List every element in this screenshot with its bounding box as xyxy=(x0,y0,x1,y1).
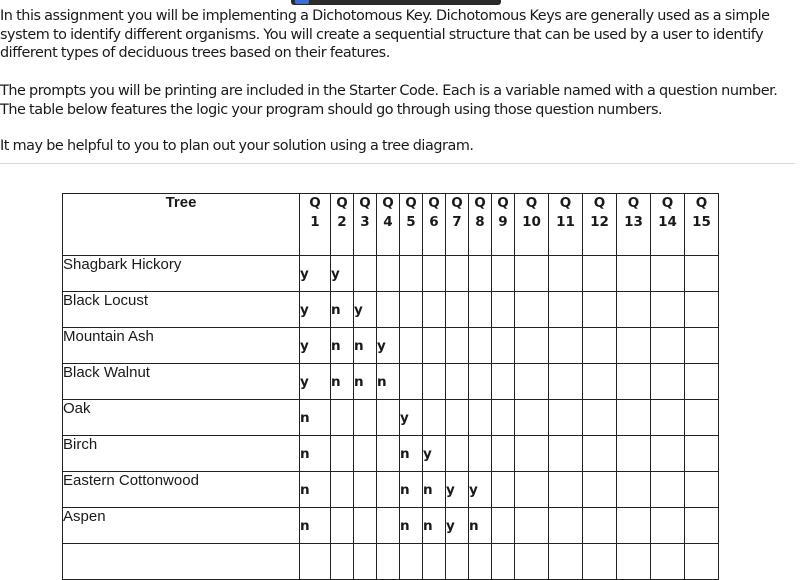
table-row xyxy=(63,436,719,472)
answer-cell-q9 xyxy=(492,472,515,508)
answer-cell-q10 xyxy=(515,364,549,400)
tab-indicator xyxy=(295,0,309,4)
question-header-text: 4 xyxy=(383,214,393,230)
question-header-text: 7 xyxy=(452,214,462,230)
question-header-4 xyxy=(377,194,400,256)
answer-cell-q3 xyxy=(354,508,377,544)
answer-cell-q10 xyxy=(515,544,549,580)
answer-cell-q14 xyxy=(651,328,685,364)
table-header-row xyxy=(63,194,719,256)
intro-paragraph-1: In this assignment you will be implementing a Dichotomous Key. Dichotomous Keys are generally used as a simple system to identify different organisms. You will create a sequential structure that can be used by a user to identify different types of deciduous trees based on their features. xyxy=(0,8,770,61)
answer-cell-q5: n xyxy=(400,508,423,544)
question-header-text: 10 xyxy=(522,214,541,230)
answer-cell-q2 xyxy=(331,400,354,436)
answer-cell-q11 xyxy=(549,508,583,544)
table-row xyxy=(63,544,719,580)
dichotomous-key-table xyxy=(62,193,719,580)
answer-cell-q14 xyxy=(651,544,685,580)
answer-cell-q11 xyxy=(549,328,583,364)
answer-cell-q8 xyxy=(469,256,492,292)
answer-cell-q3 xyxy=(354,544,377,580)
answer-cell-q10 xyxy=(515,328,549,364)
answer-cell-q15 xyxy=(685,508,719,544)
answer-cell-q13 xyxy=(617,256,651,292)
answer-cell-q15 xyxy=(685,328,719,364)
intro-paragraph-3: It may be helpful to you to plan out your solution using a tree diagram. xyxy=(0,138,474,154)
answer-cell-q12 xyxy=(583,364,617,400)
answer-cell-q6 xyxy=(423,328,446,364)
answer-cell-q11 xyxy=(549,400,583,436)
answer-cell-q9 xyxy=(492,328,515,364)
answer-cell-q3 xyxy=(354,256,377,292)
answer-cell-q12 xyxy=(583,256,617,292)
answer-cell-q6: n xyxy=(423,472,446,508)
answer-cell-q11 xyxy=(549,256,583,292)
answer-cell-q7 xyxy=(446,364,469,400)
question-header-15 xyxy=(685,194,719,256)
answer-cell-q12 xyxy=(583,472,617,508)
answer-cell-q12 xyxy=(583,508,617,544)
answer-cell-q3: n xyxy=(354,328,377,364)
answer-cell-q12 xyxy=(583,328,617,364)
answer-cell-q6 xyxy=(423,400,446,436)
answer-cell-q7 xyxy=(446,400,469,436)
answer-cell-q8: y xyxy=(469,472,492,508)
answer-cell-q10 xyxy=(515,508,549,544)
answer-cell-q13 xyxy=(617,436,651,472)
question-header-text: Q xyxy=(336,195,348,211)
tree-name: Oak xyxy=(63,400,300,436)
table-row xyxy=(63,328,719,364)
answer-cell-q9 xyxy=(492,364,515,400)
answer-cell-q7 xyxy=(446,292,469,328)
answer-cell-q2: y xyxy=(331,256,354,292)
question-header-9 xyxy=(492,194,515,256)
answer-cell-q11 xyxy=(549,292,583,328)
window-top-bar xyxy=(291,0,501,5)
answer-cell-q14 xyxy=(651,292,685,328)
answer-cell-q1: y xyxy=(300,364,331,400)
answer-cell-q1: y xyxy=(300,328,331,364)
answer-cell-q5: n xyxy=(400,472,423,508)
tree-name: Aspen xyxy=(63,508,300,544)
answer-cell-q15 xyxy=(685,364,719,400)
answer-cell-q8 xyxy=(469,328,492,364)
question-header-text: Q xyxy=(474,195,486,211)
answer-cell-q13 xyxy=(617,400,651,436)
question-header-text: 6 xyxy=(429,214,439,230)
answer-cell-q5 xyxy=(400,256,423,292)
answer-cell-q12 xyxy=(583,400,617,436)
question-header-text: Q xyxy=(497,195,509,211)
question-header-text: Q xyxy=(382,195,394,211)
answer-cell-q9 xyxy=(492,508,515,544)
answer-cell-q6: n xyxy=(423,508,446,544)
question-header-text: 15 xyxy=(692,214,711,230)
answer-cell-q4 xyxy=(377,256,400,292)
answer-cell-q15 xyxy=(685,472,719,508)
tree-column-header: Tree xyxy=(63,194,300,256)
question-header-7 xyxy=(446,194,469,256)
answer-cell-q1: n xyxy=(300,436,331,472)
answer-cell-q8 xyxy=(469,400,492,436)
answer-cell-q2 xyxy=(331,436,354,472)
answer-cell-q13 xyxy=(617,364,651,400)
question-header-text: Q xyxy=(559,195,572,211)
answer-cell-q3 xyxy=(354,400,377,436)
question-header-text: 11 xyxy=(556,214,575,230)
question-header-text: 5 xyxy=(406,214,416,230)
answer-cell-q7 xyxy=(446,544,469,580)
answer-cell-q2: n xyxy=(331,364,354,400)
answer-cell-q12 xyxy=(583,436,617,472)
table-body xyxy=(63,256,719,580)
answer-cell-q13 xyxy=(617,328,651,364)
answer-cell-q5: y xyxy=(400,400,423,436)
answer-cell-q4 xyxy=(377,508,400,544)
answer-cell-q5 xyxy=(400,364,423,400)
question-header-14 xyxy=(651,194,685,256)
answer-cell-q4 xyxy=(377,436,400,472)
answer-cell-q9 xyxy=(492,544,515,580)
answer-cell-q8 xyxy=(469,292,492,328)
answer-cell-q12 xyxy=(583,544,617,580)
question-header-text: 3 xyxy=(360,214,370,230)
answer-cell-q7: y xyxy=(446,472,469,508)
answer-cell-q7 xyxy=(446,256,469,292)
answer-cell-q14 xyxy=(651,508,685,544)
answer-cell-q6 xyxy=(423,364,446,400)
table-row xyxy=(63,472,719,508)
answer-cell-q11 xyxy=(549,544,583,580)
answer-cell-q14 xyxy=(651,364,685,400)
answer-cell-q3 xyxy=(354,472,377,508)
answer-cell-q5 xyxy=(400,544,423,580)
answer-cell-q1: y xyxy=(300,292,331,328)
answer-cell-q9 xyxy=(492,292,515,328)
answer-cell-q4 xyxy=(377,400,400,436)
question-header-text: 8 xyxy=(475,214,485,230)
answer-cell-q4 xyxy=(377,292,400,328)
answer-cell-q10 xyxy=(515,400,549,436)
answer-cell-q5 xyxy=(400,328,423,364)
question-header-3 xyxy=(354,194,377,256)
question-header-text: 9 xyxy=(498,214,508,230)
question-header-text: Q xyxy=(661,195,674,211)
answer-cell-q7: y xyxy=(446,508,469,544)
question-header-text: Q xyxy=(451,195,463,211)
answer-cell-q2 xyxy=(331,544,354,580)
tree-name: Eastern Cottonwood xyxy=(63,472,300,508)
answer-cell-q10 xyxy=(515,472,549,508)
answer-cell-q5 xyxy=(400,292,423,328)
question-header-text: Q xyxy=(359,195,371,211)
answer-cell-q1: n xyxy=(300,508,331,544)
question-header-13 xyxy=(617,194,651,256)
answer-cell-q1: n xyxy=(300,472,331,508)
answer-cell-q4: n xyxy=(377,364,400,400)
tree-name xyxy=(63,544,300,580)
answer-cell-q6 xyxy=(423,544,446,580)
answer-cell-q3 xyxy=(354,436,377,472)
question-header-10 xyxy=(515,194,549,256)
answer-cell-q8: n xyxy=(469,508,492,544)
answer-cell-q6 xyxy=(423,292,446,328)
answer-cell-q15 xyxy=(685,292,719,328)
answer-cell-q15 xyxy=(685,436,719,472)
answer-cell-q8 xyxy=(469,544,492,580)
answer-cell-q9 xyxy=(492,400,515,436)
answer-cell-q11 xyxy=(549,436,583,472)
tree-name: Black Locust xyxy=(63,292,300,328)
question-header-6 xyxy=(423,194,446,256)
question-header-text: 13 xyxy=(624,214,643,230)
answer-cell-q4 xyxy=(377,472,400,508)
answer-cell-q13 xyxy=(617,544,651,580)
table-row xyxy=(63,508,719,544)
answer-cell-q6 xyxy=(423,256,446,292)
answer-cell-q15 xyxy=(685,544,719,580)
answer-cell-q1 xyxy=(300,544,331,580)
answer-cell-q8 xyxy=(469,364,492,400)
answer-cell-q4 xyxy=(377,544,400,580)
question-header-text: Q xyxy=(593,195,606,211)
tree-name: Mountain Ash xyxy=(63,328,300,364)
answer-cell-q2: n xyxy=(331,328,354,364)
question-header-text: Q xyxy=(309,195,321,211)
answer-cell-q6: y xyxy=(423,436,446,472)
question-header-text: Q xyxy=(405,195,417,211)
answer-cell-q1: n xyxy=(300,400,331,436)
answer-cell-q4: y xyxy=(377,328,400,364)
question-header-text: Q xyxy=(627,195,640,211)
answer-cell-q9 xyxy=(492,436,515,472)
answer-cell-q10 xyxy=(515,436,549,472)
question-header-text: Q xyxy=(695,195,708,211)
answer-cell-q10 xyxy=(515,256,549,292)
tree-name: Birch xyxy=(63,436,300,472)
answer-cell-q13 xyxy=(617,292,651,328)
question-header-text: 12 xyxy=(590,214,609,230)
question-header-text: 14 xyxy=(658,214,677,230)
question-header-2 xyxy=(331,194,354,256)
answer-cell-q1: y xyxy=(300,256,331,292)
answer-cell-q11 xyxy=(549,364,583,400)
answer-cell-q14 xyxy=(651,256,685,292)
answer-cell-q14 xyxy=(651,436,685,472)
question-header-8 xyxy=(469,194,492,256)
answer-cell-q2: n xyxy=(331,292,354,328)
answer-cell-q5: n xyxy=(400,436,423,472)
answer-cell-q10 xyxy=(515,292,549,328)
answer-cell-q13 xyxy=(617,472,651,508)
question-header-text: Q xyxy=(428,195,440,211)
tree-name: Shagbark Hickory xyxy=(63,256,300,292)
intro-paragraph-2: The prompts you will be printing are included in the Starter Code. Each is a variable named with a question number. The table below features the logic your program should go through using those question numbers. xyxy=(0,83,778,118)
question-header-text: 2 xyxy=(337,214,347,230)
answer-cell-q13 xyxy=(617,508,651,544)
answer-cell-q14 xyxy=(651,400,685,436)
answer-cell-q2 xyxy=(331,508,354,544)
answer-cell-q7 xyxy=(446,436,469,472)
answer-cell-q15 xyxy=(685,400,719,436)
answer-cell-q3: n xyxy=(354,364,377,400)
answer-cell-q3: y xyxy=(354,292,377,328)
table-row xyxy=(63,292,719,328)
answer-cell-q8 xyxy=(469,436,492,472)
section-divider xyxy=(0,163,795,164)
answer-cell-q9 xyxy=(492,256,515,292)
answer-cell-q11 xyxy=(549,472,583,508)
question-header-5 xyxy=(400,194,423,256)
question-header-text: Q xyxy=(525,195,538,211)
table-row xyxy=(63,364,719,400)
answer-cell-q14 xyxy=(651,472,685,508)
answer-cell-q7 xyxy=(446,328,469,364)
answer-cell-q15 xyxy=(685,256,719,292)
answer-cell-q2 xyxy=(331,472,354,508)
question-header-1 xyxy=(300,194,331,256)
tree-name: Black Walnut xyxy=(63,364,300,400)
question-header-text: 1 xyxy=(310,214,320,230)
answer-cell-q12 xyxy=(583,292,617,328)
question-header-12 xyxy=(583,194,617,256)
question-header-11 xyxy=(549,194,583,256)
table-row xyxy=(63,400,719,436)
table-row xyxy=(63,256,719,292)
